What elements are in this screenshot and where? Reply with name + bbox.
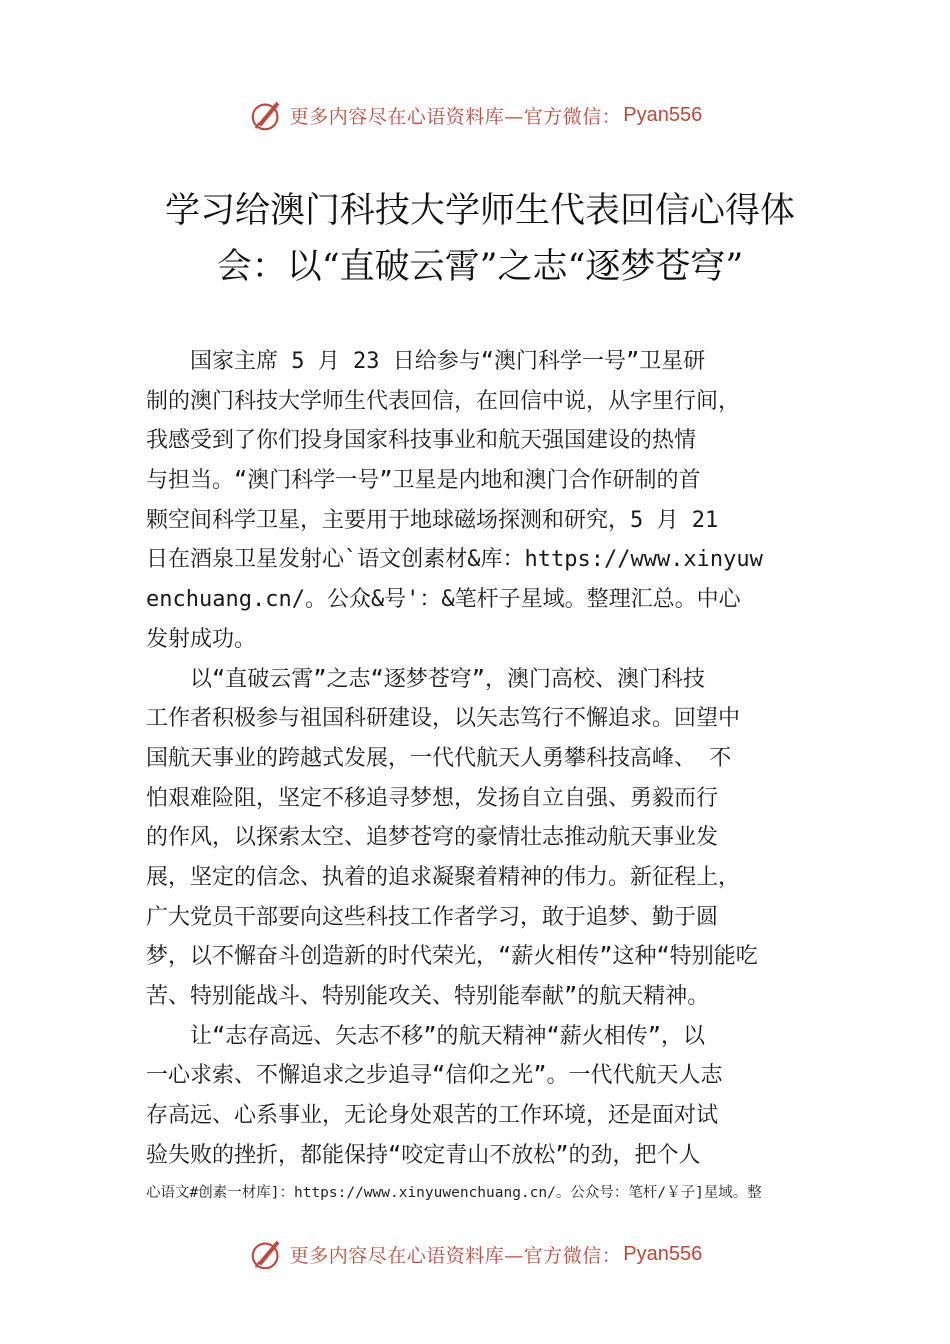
body-line: 怕艰难险阻，坚定不移追寻梦想，发扬自立自强、勇毅而行: [146, 785, 719, 811]
body-line: 梦，以不懈奋斗创造新的时代荣光，“薪火相传”这种“特别能吃: [146, 944, 758, 970]
banner-wechat-id: Pyan556: [623, 103, 703, 126]
body-line: 颗空间科学卫星，主要用于地球磁场探测和研究，5 月 21: [146, 507, 719, 533]
body-line: 日在酒泉卫星发射心`语文创素材&库：https://www.xinyuw: [146, 547, 763, 573]
footer-banner: [0, 1234, 950, 1274]
body-line: 我感受到了你们投身国家科技事业和航天强国建设的热情: [146, 428, 697, 454]
body-line: 展，坚定的信念、执着的追求凝聚着精神的伟力。新征程上，: [146, 864, 741, 890]
quill-logo-icon: [248, 1235, 286, 1273]
body-line: 以“直破云霄”之志“逐梦苍穹”，澳门高校、澳门科技: [146, 666, 705, 692]
body-line: 国家主席 5 月 23 日给参与“澳门科学一号”卫星研: [146, 349, 706, 374]
body-line: 一心求索、不懈追求之步追寻“信仰之光”。一代代航天人志: [146, 1063, 723, 1089]
body-line: 国航天事业的跨越式发展，一代代航天人勇攀科技高峰、 不: [146, 745, 732, 771]
header-banner: [0, 95, 950, 135]
title-line-2: 会：以“直破云霄”之志“逐梦苍穹”: [216, 247, 744, 287]
body-line: enchuang.cn/。公众&号'：&笔杆子星域。整理汇总。中心: [146, 587, 741, 613]
body-line: 苦、特别能战斗、特别能攻关、特别能奉献”的航天精神。: [146, 984, 710, 1009]
body-line: 工作者积极参与祖国科研建设，以矢志笃行不懈追求。回望中: [146, 706, 741, 732]
document-body: [146, 342, 826, 1175]
body-line: 验失败的挫折，都能保持“咬定青山不放松”的劲，把个人: [146, 1142, 701, 1168]
body-line: 制的澳门科技大学师生代表回信，在回信中说，从字里行间，: [146, 388, 741, 414]
body-line: 让“志存高远、矢志不移”的航天精神“薪火相传”，以: [146, 1023, 705, 1049]
body-line: 与担当。“澳门科学一号”卫星是内地和澳门合作研制的首: [146, 468, 701, 494]
title-line-1: 学习给澳门科技大学师生代表回信心得体: [164, 191, 795, 231]
document-title: [140, 183, 820, 295]
body-line: 存高远、心系事业，无论身处艰苦的工作环境，还是面对试: [146, 1103, 719, 1129]
body-line: 的作风，以探索太空、追梦苍穹的豪情壮志推动航天事业发: [146, 825, 719, 851]
banner-text: 更多内容尽在心语资料库—官方微信：: [289, 1244, 622, 1267]
banner-text: 更多内容尽在心语资料库—官方微信：: [289, 105, 622, 128]
banner-wechat-id: Pyan556: [623, 1242, 703, 1265]
body-line: 发射成功。: [146, 626, 257, 652]
footer-note: 心语文#创素一材库]：https://www.xinyuwenchuang.cn/。公众号：笔杆/￥子]星域。整: [146, 1185, 762, 1201]
body-line: 广大党员干部要向这些科技工作者学习，敢于追梦、勤于圆: [146, 904, 719, 930]
quill-logo-icon: [248, 96, 286, 134]
